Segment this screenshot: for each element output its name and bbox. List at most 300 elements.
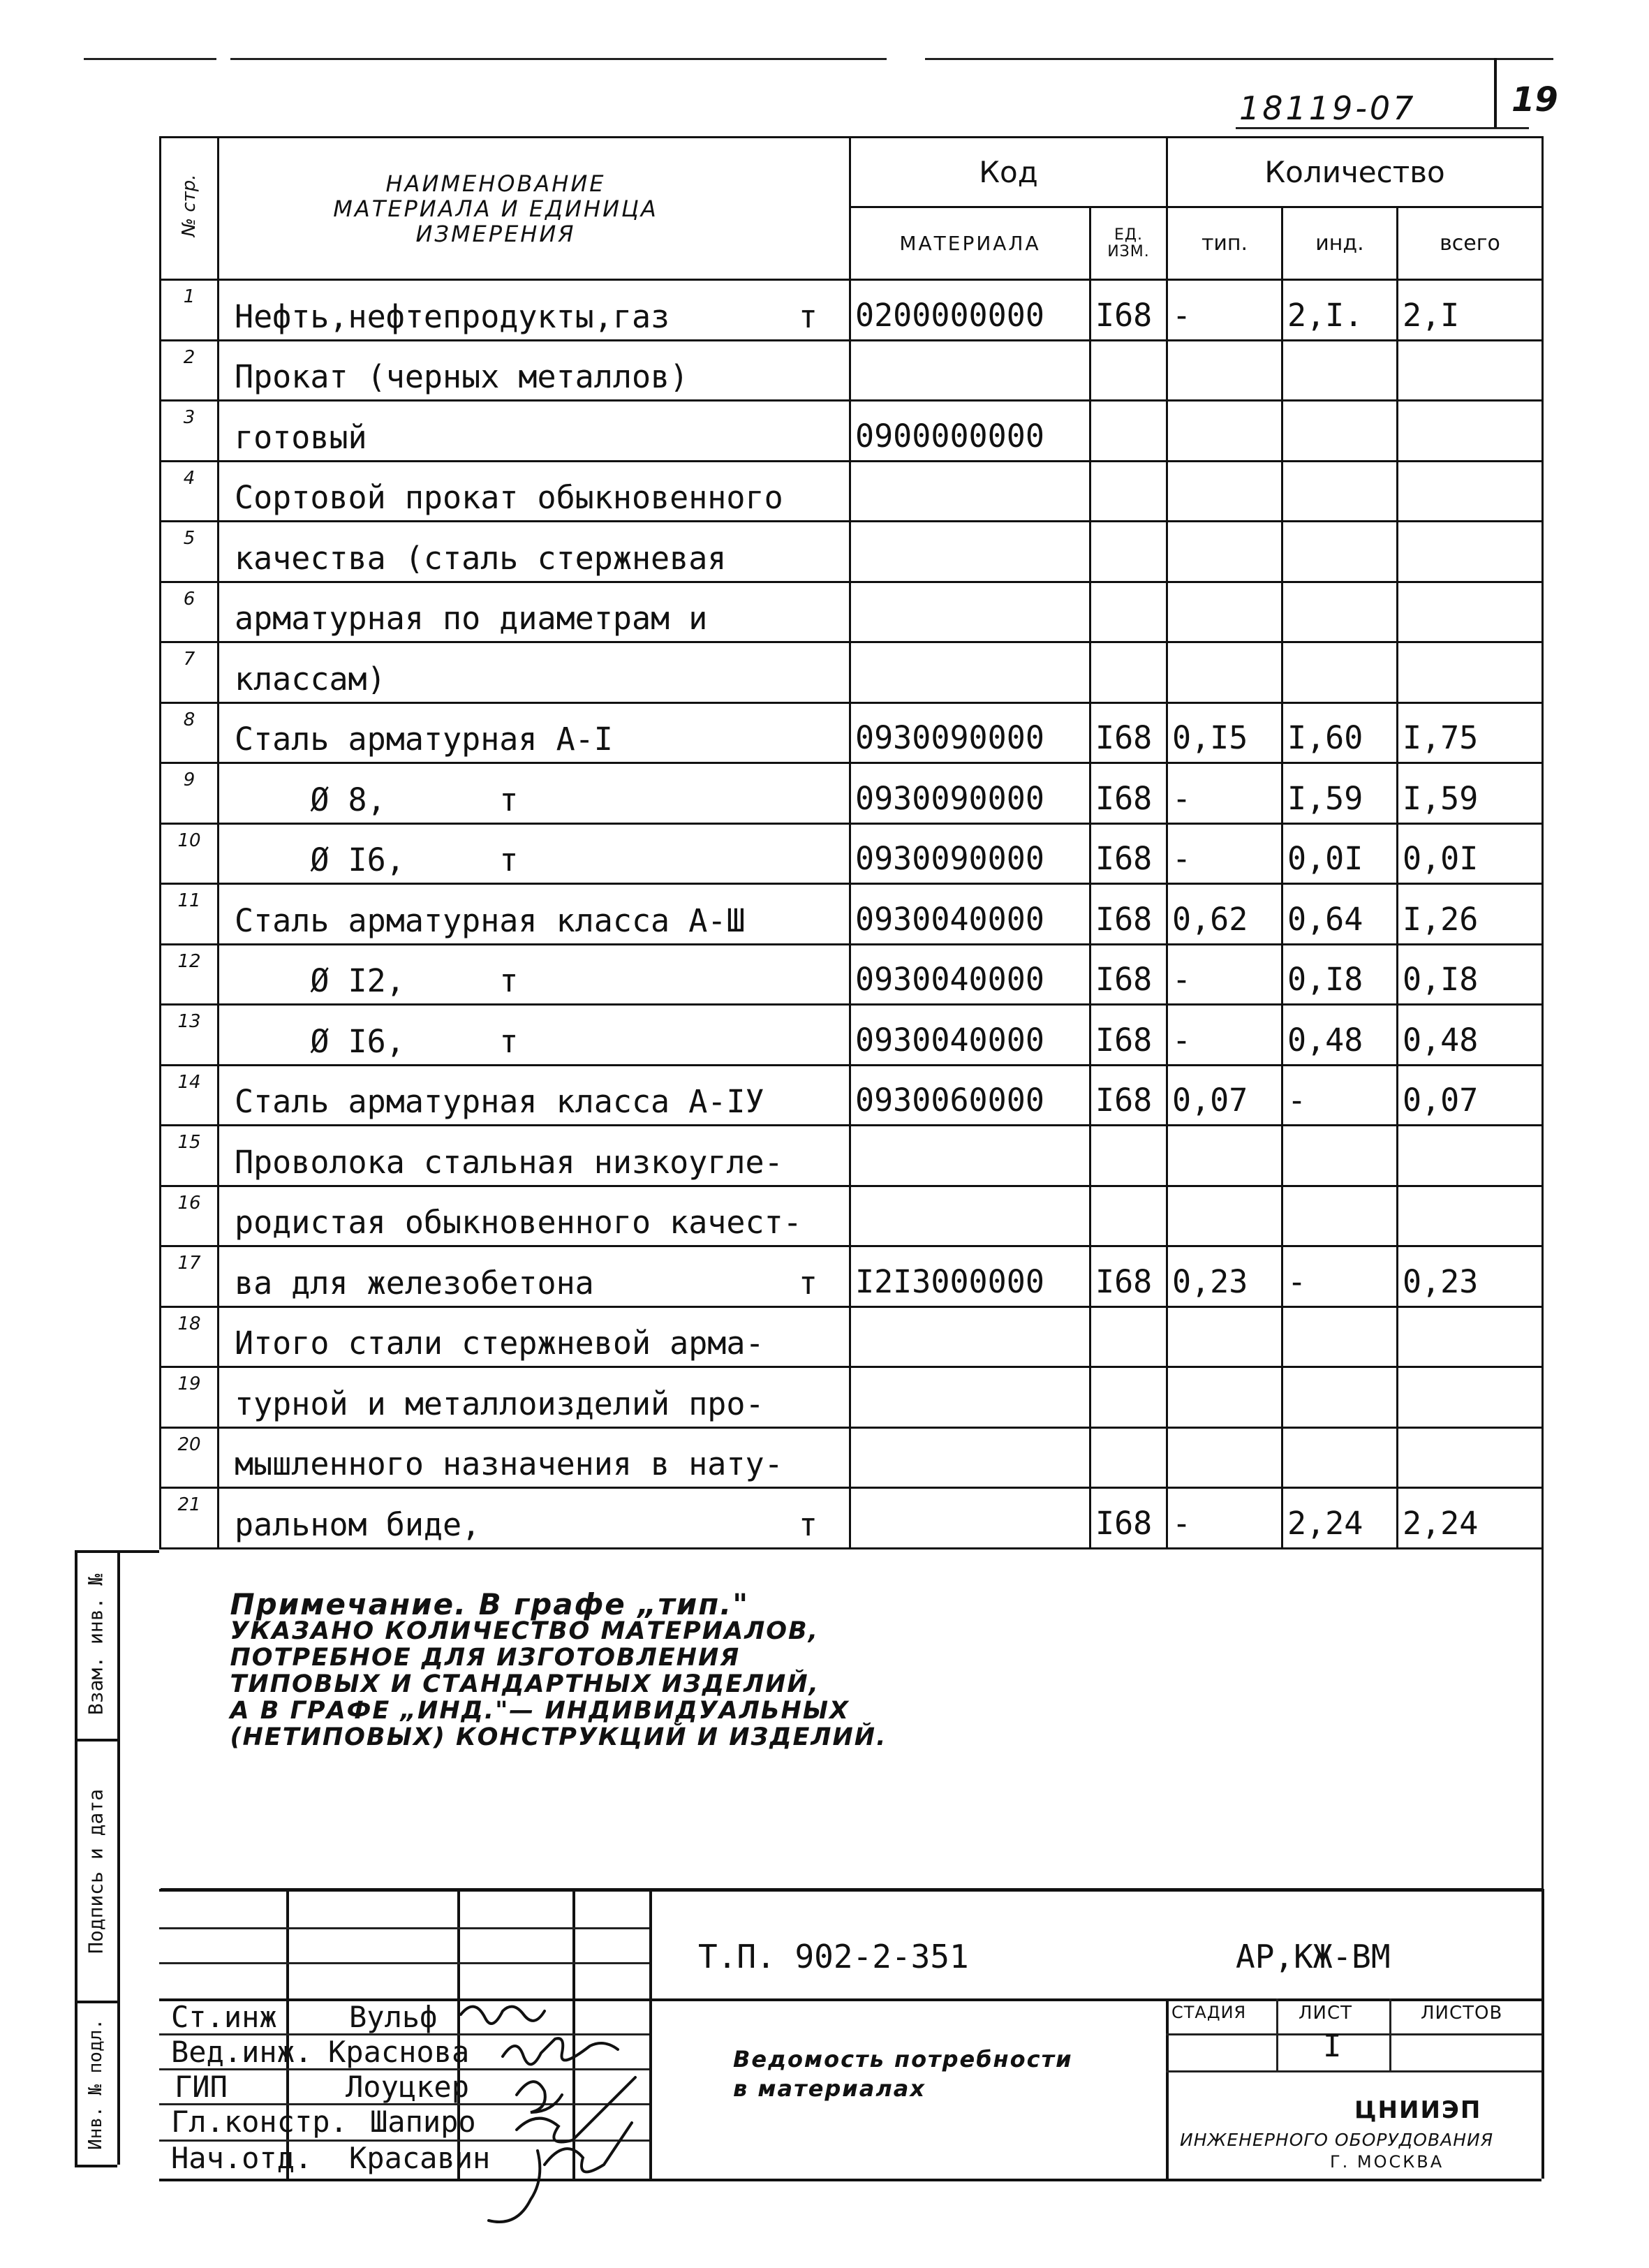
row-number-text: 6 xyxy=(183,588,195,610)
material-name-text: Прокат (черных металлов) xyxy=(235,358,689,395)
material-name-text: Сталь арматурная класса А-Ш xyxy=(235,901,746,939)
material-code-text: 0930040000 xyxy=(855,961,1044,998)
unit-code-text: I68 xyxy=(1095,1082,1153,1119)
unit-label: т xyxy=(798,297,818,335)
material-name-text: родистая обыкновенного качест- xyxy=(235,1204,802,1241)
material-code xyxy=(850,1427,1090,1488)
margin-line xyxy=(75,2001,117,2003)
material-name xyxy=(219,340,850,401)
row-number xyxy=(161,1186,219,1246)
page-number: 19 xyxy=(1511,80,1558,119)
material-code xyxy=(850,582,1090,642)
material-name xyxy=(219,401,850,462)
table-row xyxy=(161,1005,1543,1066)
qty-ind xyxy=(1282,582,1398,642)
material-name-text: Ø I6, т xyxy=(235,841,519,878)
sheet-label: ЛИСТ xyxy=(1299,2003,1353,2024)
qty-total-text: I,59 xyxy=(1403,779,1479,817)
qty-typ xyxy=(1167,280,1282,341)
material-name xyxy=(219,280,850,341)
qty-typ-text: 0,I5 xyxy=(1172,719,1248,756)
qty-ind-text: - xyxy=(1287,1082,1307,1119)
margin-line xyxy=(75,1550,77,2165)
signatures-image xyxy=(440,1990,677,2255)
row-number xyxy=(161,1427,219,1488)
unit-code-text: I68 xyxy=(1095,961,1153,998)
material-name-text: классам) xyxy=(235,660,386,698)
table-row xyxy=(161,1306,1543,1367)
row-number xyxy=(161,1488,219,1549)
qty-typ xyxy=(1167,763,1282,824)
material-code-text: I2I3000000 xyxy=(855,1262,1044,1300)
qty-total-text: 0,48 xyxy=(1403,1021,1479,1059)
qty-typ xyxy=(1167,1065,1282,1126)
material-code xyxy=(850,1186,1090,1246)
qty-total-text: I,26 xyxy=(1403,900,1479,938)
material-code xyxy=(850,1126,1090,1186)
table-row xyxy=(161,582,1543,642)
row-number xyxy=(161,702,219,763)
row-number xyxy=(161,280,219,341)
unit-code-text: I68 xyxy=(1095,1262,1153,1300)
material-name xyxy=(219,1427,850,1488)
row-number-text: 5 xyxy=(183,528,195,549)
margin-line xyxy=(75,2165,117,2167)
qty-total xyxy=(1398,461,1543,522)
material-name-text: качества (сталь стержневая xyxy=(235,539,727,577)
material-code xyxy=(850,763,1090,824)
header-name: НАИМЕНОВАНИЕ МАТЕРИАЛА И ЕДИНИЦА ИЗМЕРЕНИЯ xyxy=(219,138,850,280)
qty-total xyxy=(1398,1246,1543,1307)
material-name xyxy=(219,884,850,945)
row-number xyxy=(161,461,219,522)
material-name xyxy=(219,642,850,703)
qty-total xyxy=(1398,1427,1543,1488)
header-qty-ind: инд. xyxy=(1282,207,1398,280)
table-row xyxy=(161,1186,1543,1246)
row-number xyxy=(161,522,219,582)
table-row xyxy=(161,401,1543,462)
table-row xyxy=(161,763,1543,824)
row-number xyxy=(161,1126,219,1186)
qty-typ-text: 0,07 xyxy=(1172,1082,1248,1119)
unit-code xyxy=(1090,1186,1167,1246)
org-city: Г. МОСКВА xyxy=(1330,2152,1444,2172)
material-code-text: 0930090000 xyxy=(855,840,1044,877)
note: Примечание. В графе „тип." УКАЗАНО КОЛИЧЕСТВО МАТЕРИАЛОВ, ПОТРЕБНОЕ ДЛЯ ИЗГОТОВЛЕНИЯ ТИПОВЫХ И СТАНДАРТНЫХ ИЗДЕЛИЙ, А В ГРАФЕ „ИНД."— ИНДИВИДУАЛЬНЫХ (НЕТИПОВЫХ) КОНСТРУКЦИЙ И ИЗДЕЛИЙ. xyxy=(230,1586,887,1751)
sheet-title-2: в материалах xyxy=(733,2075,926,2102)
table-row xyxy=(161,1367,1543,1428)
unit-code-text: I68 xyxy=(1095,779,1153,817)
sheet-value: I xyxy=(1323,2028,1342,2064)
material-name-text: ва для железобетона xyxy=(235,1264,594,1302)
unit-code-text: I68 xyxy=(1095,1021,1153,1059)
row-number-text: 3 xyxy=(183,407,195,428)
table-row xyxy=(161,823,1543,884)
qty-total-text: 0,0I xyxy=(1403,840,1479,877)
material-code xyxy=(850,1005,1090,1066)
material-code xyxy=(850,401,1090,462)
qty-ind xyxy=(1282,1065,1398,1126)
unit-code xyxy=(1090,823,1167,884)
table-row xyxy=(161,461,1543,522)
table-row xyxy=(161,340,1543,401)
role-0: Ст.инж xyxy=(171,2000,277,2034)
material-code xyxy=(850,1306,1090,1367)
qty-typ xyxy=(1167,1005,1282,1066)
row-number-text: 14 xyxy=(177,1071,201,1093)
row-number-text: 9 xyxy=(183,770,195,790)
header-row-no: № стр. xyxy=(161,138,219,280)
qty-ind xyxy=(1282,642,1398,703)
table-row xyxy=(161,522,1543,582)
row-number-text: 12 xyxy=(177,950,201,972)
material-code xyxy=(850,702,1090,763)
qty-ind-text: 0,0I xyxy=(1287,840,1363,877)
unit-code xyxy=(1090,642,1167,703)
material-code xyxy=(850,642,1090,703)
material-name xyxy=(219,1126,850,1186)
row-number xyxy=(161,1306,219,1367)
qty-ind xyxy=(1282,340,1398,401)
role-4: Нач.отд. xyxy=(171,2141,313,2175)
unit-code xyxy=(1090,1367,1167,1428)
qty-ind xyxy=(1282,401,1398,462)
qty-total-text: 0,I8 xyxy=(1403,961,1479,998)
row-number-text: 19 xyxy=(177,1374,201,1394)
material-code xyxy=(850,280,1090,341)
qty-ind xyxy=(1282,884,1398,945)
header-qty-total: всего xyxy=(1398,207,1543,280)
material-name-text: мышленного назначения в нату- xyxy=(235,1445,783,1482)
qty-ind-text: 0,64 xyxy=(1287,900,1363,938)
qty-typ xyxy=(1167,1306,1282,1367)
qty-typ xyxy=(1167,702,1282,763)
row-number xyxy=(161,642,219,703)
qty-total xyxy=(1398,1186,1543,1246)
person-2: Лоуцкер xyxy=(346,2070,470,2104)
person-3: Шапиро xyxy=(370,2105,476,2139)
material-code-text: 0930040000 xyxy=(855,900,1044,938)
row-number xyxy=(161,401,219,462)
qty-ind-text: 2,24 xyxy=(1287,1504,1363,1542)
material-name-text: Сталь арматурная А-I xyxy=(235,721,613,758)
material-name-text: арматурная по диаметрам и xyxy=(235,600,708,637)
material-code xyxy=(850,1367,1090,1428)
unit-code-text: I68 xyxy=(1095,900,1153,938)
qty-ind xyxy=(1282,763,1398,824)
unit-code xyxy=(1090,280,1167,341)
qty-total-text: 2,24 xyxy=(1403,1504,1479,1542)
qty-typ-text: - xyxy=(1172,961,1192,998)
material-name-text: Итого стали стержневой арма- xyxy=(235,1325,764,1362)
material-name xyxy=(219,1306,850,1367)
qty-ind xyxy=(1282,702,1398,763)
unit-code xyxy=(1090,401,1167,462)
margin-line xyxy=(117,1550,120,2165)
sheets-label: ЛИСТОВ xyxy=(1421,2003,1503,2024)
sheet-title-1: Ведомость потребности xyxy=(733,2046,1073,2072)
qty-total xyxy=(1398,1306,1543,1367)
qty-ind-text: I,60 xyxy=(1287,719,1363,756)
material-code xyxy=(850,944,1090,1005)
row-number xyxy=(161,884,219,945)
role-3: Гл.констр. xyxy=(171,2105,348,2139)
qty-ind xyxy=(1282,1488,1398,1549)
qty-typ-text: - xyxy=(1172,296,1192,334)
material-name-text: Сталь арматурная класса А-IУ xyxy=(235,1083,764,1120)
table-row xyxy=(161,1246,1543,1307)
qty-total-text: 0,23 xyxy=(1403,1262,1479,1300)
unit-code xyxy=(1090,1246,1167,1307)
material-name xyxy=(219,1246,850,1307)
doc-number: 18119-07 xyxy=(1239,89,1417,127)
qty-typ xyxy=(1167,1126,1282,1186)
material-name xyxy=(219,582,850,642)
qty-total xyxy=(1398,702,1543,763)
qty-total xyxy=(1398,1367,1543,1428)
unit-code xyxy=(1090,1126,1167,1186)
material-name xyxy=(219,702,850,763)
row-number xyxy=(161,1005,219,1066)
qty-ind xyxy=(1282,1367,1398,1428)
row-number-text: 1 xyxy=(183,286,195,307)
row-number-text: 8 xyxy=(183,709,195,730)
org-name: ЦНИИЭП xyxy=(1354,2096,1482,2124)
material-name-text: Проволока стальная низкоугле- xyxy=(235,1143,783,1181)
table-row xyxy=(161,944,1543,1005)
qty-typ xyxy=(1167,642,1282,703)
qty-ind xyxy=(1282,1306,1398,1367)
material-name-text: Ø 8, т xyxy=(235,781,519,818)
material-code xyxy=(850,522,1090,582)
table-row xyxy=(161,280,1543,341)
project-code: Т.П. 902-2-351 xyxy=(698,1938,969,1975)
unit-code xyxy=(1090,1306,1167,1367)
unit-code xyxy=(1090,1427,1167,1488)
unit-code xyxy=(1090,522,1167,582)
table-row xyxy=(161,1427,1543,1488)
row-number-text: 11 xyxy=(177,890,201,911)
row-number-text: 13 xyxy=(177,1011,201,1032)
qty-ind xyxy=(1282,461,1398,522)
material-code-text: 0930090000 xyxy=(855,779,1044,817)
qty-total xyxy=(1398,1488,1543,1549)
qty-ind-text: I,59 xyxy=(1287,779,1363,817)
row-number xyxy=(161,823,219,884)
unit-code xyxy=(1090,763,1167,824)
qty-ind xyxy=(1282,280,1398,341)
scan-line xyxy=(925,58,1553,60)
scan-line xyxy=(84,58,216,60)
material-code xyxy=(850,884,1090,945)
unit-code xyxy=(1090,1065,1167,1126)
margin-line xyxy=(75,1550,159,1553)
row-number-text: 10 xyxy=(177,830,201,851)
material-code xyxy=(850,1488,1090,1549)
person-1: Краснова xyxy=(328,2035,470,2069)
qty-typ xyxy=(1167,1427,1282,1488)
role-2: ГИП xyxy=(175,2070,228,2104)
qty-ind xyxy=(1282,1005,1398,1066)
material-code xyxy=(850,823,1090,884)
qty-ind-text: 0,I8 xyxy=(1287,961,1363,998)
qty-typ xyxy=(1167,1186,1282,1246)
margin-podpis: Подпись и дата xyxy=(84,1788,108,1954)
qty-total xyxy=(1398,944,1543,1005)
table-row xyxy=(161,1065,1543,1126)
qty-total xyxy=(1398,401,1543,462)
qty-total xyxy=(1398,884,1543,945)
material-name xyxy=(219,944,850,1005)
qty-ind-text: 2,I. xyxy=(1287,296,1363,334)
qty-typ xyxy=(1167,944,1282,1005)
qty-total xyxy=(1398,763,1543,824)
unit-code xyxy=(1090,461,1167,522)
role-1: Вед.инж. xyxy=(171,2035,313,2069)
material-name xyxy=(219,461,850,522)
header-code-unit: ЕД. ИЗМ. xyxy=(1090,207,1167,280)
unit-code xyxy=(1090,884,1167,945)
margin-inv: Инв. № подл. xyxy=(85,2019,106,2150)
scan-line xyxy=(230,58,887,60)
person-4: Красавин xyxy=(349,2141,491,2175)
row-number xyxy=(161,1246,219,1307)
qty-total-text: 2,I xyxy=(1403,296,1460,334)
margin-vzam: Взам. инв. № xyxy=(84,1573,108,1716)
qty-typ xyxy=(1167,823,1282,884)
material-name-text: ральном биде, xyxy=(235,1505,481,1543)
material-name-text: Ø I6, т xyxy=(235,1022,519,1060)
qty-typ xyxy=(1167,340,1282,401)
unit-code-text: I68 xyxy=(1095,1504,1153,1542)
org-line2: ИНЖЕНЕРНОГО ОБОРУДОВАНИЯ xyxy=(1180,2130,1494,2150)
note-cell xyxy=(161,1548,1543,1889)
material-code-text: 0930060000 xyxy=(855,1082,1044,1119)
unit-label: т xyxy=(798,1264,818,1302)
doc-number-underline xyxy=(1236,127,1529,129)
unit-code-text: I68 xyxy=(1095,719,1153,756)
qty-typ-text: - xyxy=(1172,779,1192,817)
material-name xyxy=(219,823,850,884)
qty-total xyxy=(1398,1126,1543,1186)
row-number-text: 21 xyxy=(177,1494,201,1515)
qty-typ xyxy=(1167,401,1282,462)
qty-ind xyxy=(1282,823,1398,884)
material-name-text: турной и металлоизделий про- xyxy=(235,1385,764,1422)
row-number-text: 2 xyxy=(183,346,195,368)
material-name xyxy=(219,1065,850,1126)
material-name-text: готовый xyxy=(235,418,367,456)
page-number-box xyxy=(1494,58,1497,128)
qty-total xyxy=(1398,340,1543,401)
row-number-text: 17 xyxy=(177,1253,201,1274)
qty-typ xyxy=(1167,1488,1282,1549)
unit-code xyxy=(1090,1005,1167,1066)
header-code: Код xyxy=(850,138,1167,207)
qty-typ xyxy=(1167,522,1282,582)
row-number-text: 15 xyxy=(177,1132,201,1153)
row-number-text: 4 xyxy=(183,467,195,489)
qty-typ xyxy=(1167,884,1282,945)
unit-code xyxy=(1090,702,1167,763)
unit-code-text: I68 xyxy=(1095,296,1153,334)
qty-total xyxy=(1398,642,1543,703)
qty-total xyxy=(1398,522,1543,582)
row-number-text: 18 xyxy=(177,1313,201,1334)
table-row xyxy=(161,884,1543,945)
qty-total xyxy=(1398,823,1543,884)
qty-ind xyxy=(1282,522,1398,582)
margin-line xyxy=(75,1739,117,1742)
material-name-text: Нефть,нефтепродукты,газ xyxy=(235,297,670,335)
material-name-text: Сортовой прокат обыкновенного xyxy=(235,479,783,516)
material-code-text: 0930040000 xyxy=(855,1021,1044,1059)
table-row xyxy=(161,1488,1543,1549)
materials-table xyxy=(159,136,1544,1890)
row-number xyxy=(161,340,219,401)
row-number-text: 16 xyxy=(177,1192,201,1214)
row-number xyxy=(161,582,219,642)
table-row xyxy=(161,1126,1543,1186)
material-code xyxy=(850,1065,1090,1126)
qty-typ-text: 0,62 xyxy=(1172,900,1248,938)
material-name xyxy=(219,1367,850,1428)
qty-typ-text: 0,23 xyxy=(1172,1262,1248,1300)
table-row xyxy=(161,642,1543,703)
material-code-text: 0930090000 xyxy=(855,719,1044,756)
header-quantity: Количество xyxy=(1167,138,1543,207)
person-0: Вульф xyxy=(349,2000,438,2034)
material-code-text: 0200000000 xyxy=(855,296,1044,334)
qty-total xyxy=(1398,280,1543,341)
row-number-text: 7 xyxy=(183,649,195,670)
unit-code-text: I68 xyxy=(1095,840,1153,877)
material-name xyxy=(219,1186,850,1246)
qty-total xyxy=(1398,582,1543,642)
qty-ind xyxy=(1282,1126,1398,1186)
qty-total xyxy=(1398,1005,1543,1066)
header-code-material: МАТЕРИАЛА xyxy=(850,207,1090,280)
row-number xyxy=(161,944,219,1005)
unit-label: т xyxy=(798,1505,818,1543)
qty-typ xyxy=(1167,1367,1282,1428)
qty-typ xyxy=(1167,461,1282,522)
qty-ind xyxy=(1282,1246,1398,1307)
qty-total-text: 0,07 xyxy=(1403,1082,1479,1119)
qty-ind xyxy=(1282,1427,1398,1488)
table-row xyxy=(161,702,1543,763)
unit-code xyxy=(1090,582,1167,642)
material-code xyxy=(850,1246,1090,1307)
material-name xyxy=(219,1488,850,1549)
qty-typ-text: - xyxy=(1172,1021,1192,1059)
material-name xyxy=(219,1005,850,1066)
qty-typ-text: - xyxy=(1172,1504,1192,1542)
qty-typ xyxy=(1167,1246,1282,1307)
material-name-text: Ø I2, т xyxy=(235,962,519,999)
row-number-text: 20 xyxy=(177,1434,201,1455)
material-code xyxy=(850,461,1090,522)
qty-ind-text: 0,48 xyxy=(1287,1021,1363,1059)
stage-label: СТАДИЯ xyxy=(1171,2003,1247,2022)
header-qty-typ: тип. xyxy=(1167,207,1282,280)
unit-code xyxy=(1090,1488,1167,1549)
qty-total xyxy=(1398,1065,1543,1126)
qty-ind-text: - xyxy=(1287,1262,1307,1300)
qty-typ-text: - xyxy=(1172,840,1192,877)
row-number xyxy=(161,763,219,824)
